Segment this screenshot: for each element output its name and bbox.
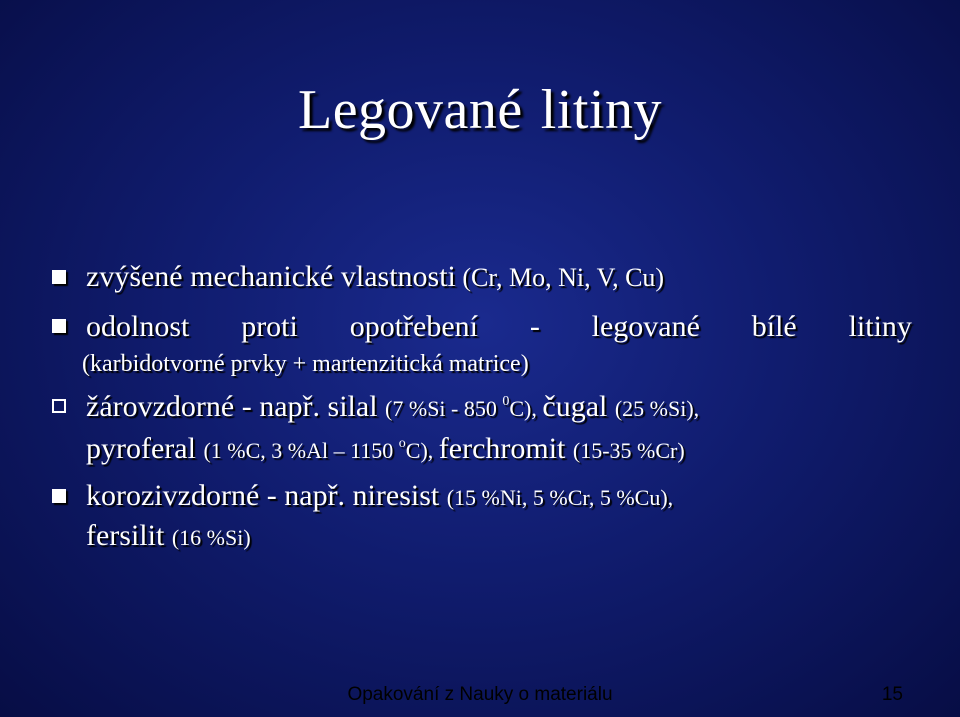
- bullet-item-corrosion-resistant: [52, 477, 912, 557]
- square-bullet-icon: [52, 270, 66, 284]
- page-number: 15: [881, 684, 903, 705]
- bullet-text-line-1: korozivzdorné - např. niresist (15 %Ni, 5 %Cr, 5 %Cu),: [86, 479, 674, 512]
- square-bullet-icon: [52, 489, 66, 503]
- footer-text: Opakování z Nauky o materiálu: [347, 684, 613, 705]
- bullet-text-line-2: fersilit (16 %Si): [86, 519, 251, 552]
- bullet-item-mechanical: [52, 258, 912, 301]
- bullet-item-heat-resistant: [52, 387, 912, 471]
- bullet-text-justified: odolnost proti opotřebení - legované bílé litiny: [86, 310, 912, 343]
- bullet-text: zvýšené mechanické vlastnosti (Cr, Mo, Ni, V, Cu): [86, 260, 665, 293]
- square-bullet-icon: [52, 319, 66, 333]
- bullet-text-line-1: žárovzdorné - např. silal (7 %Si - 850 $^0$C), čugal (25 %Si),: [86, 390, 700, 423]
- bullet-list: [52, 258, 912, 563]
- hollow-square-bullet-icon: [52, 399, 66, 413]
- slide-title: [0, 78, 960, 142]
- bullet-text-line-2: pyroferal (1 %C, 3 %Al – 1150 $^o$C), ferchromit (15-35 %Cr): [86, 432, 685, 465]
- slide-footer: [0, 677, 960, 707]
- bullet-subtext: (karbidotvorné prvky + martenzitická matrice): [82, 351, 529, 377]
- bullet-item-wear-resistance: [52, 307, 912, 381]
- title-word-1: Legované: [297, 79, 523, 141]
- title-word-2: litiny: [540, 79, 662, 141]
